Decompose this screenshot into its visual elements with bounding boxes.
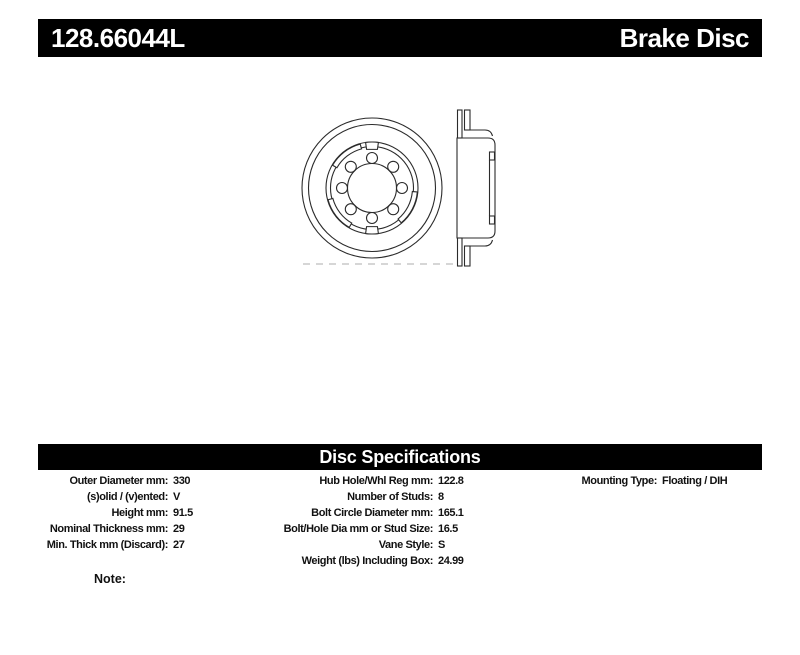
spec-value: 165.1	[438, 507, 464, 519]
spec-row	[267, 489, 464, 505]
note-label: Note:	[94, 572, 126, 586]
spec-label: Vane Style:	[378, 539, 433, 551]
spec-label: Nominal Thickness mm:	[49, 523, 168, 535]
spec-row	[545, 473, 727, 489]
spec-label: (s)olid / (v)ented:	[86, 491, 168, 503]
spec-value: 91.5	[173, 507, 193, 519]
spec-row	[20, 521, 193, 537]
part-number: 128.66044L	[51, 22, 185, 53]
spec-label: Bolt Circle Diameter mm:	[311, 507, 433, 519]
spec-label: Hub Hole/Whl Reg mm:	[319, 475, 433, 487]
spec-row	[267, 537, 464, 553]
spec-row	[267, 505, 464, 521]
spec-row	[20, 489, 193, 505]
spec-column-right	[545, 473, 727, 489]
spec-value: 122.8	[438, 475, 464, 487]
spec-row	[20, 505, 193, 521]
spec-label: Number of Studs:	[347, 491, 433, 503]
spec-label: Height mm:	[111, 507, 168, 519]
spec-value: 8	[438, 491, 444, 503]
header-bar	[38, 19, 762, 57]
spec-value: Floating / DIH	[662, 475, 728, 487]
spec-label: Weight (lbs) Including Box:	[301, 555, 433, 567]
section-header-bar	[38, 444, 762, 470]
disc-front-view	[302, 118, 442, 258]
spec-label: Outer Diameter mm:	[69, 475, 168, 487]
spec-value: 16.5	[438, 523, 458, 535]
spec-value: 330	[173, 475, 191, 487]
section-title: Disc Specifications	[319, 446, 481, 467]
brake-disc-drawing	[295, 103, 510, 275]
disc-side-view	[457, 110, 495, 266]
spec-value: 27	[173, 539, 185, 551]
spec-label: Min. Thick mm (Discard):	[46, 539, 168, 551]
spec-column-left	[20, 473, 193, 553]
spec-row	[20, 537, 193, 553]
spec-label: Bolt/Hole Dia mm or Stud Size:	[283, 523, 433, 535]
spec-column-middle	[267, 473, 464, 569]
spec-value: V	[173, 491, 180, 503]
spec-row	[267, 521, 464, 537]
spec-value: 29	[173, 523, 185, 535]
spec-row	[267, 553, 464, 569]
spec-row	[20, 473, 193, 489]
spec-value: S	[438, 539, 445, 551]
spec-label: Mounting Type:	[581, 475, 657, 487]
spec-value: 24.99	[438, 555, 464, 567]
product-type: Brake Disc	[619, 22, 749, 53]
spec-row	[267, 473, 464, 489]
